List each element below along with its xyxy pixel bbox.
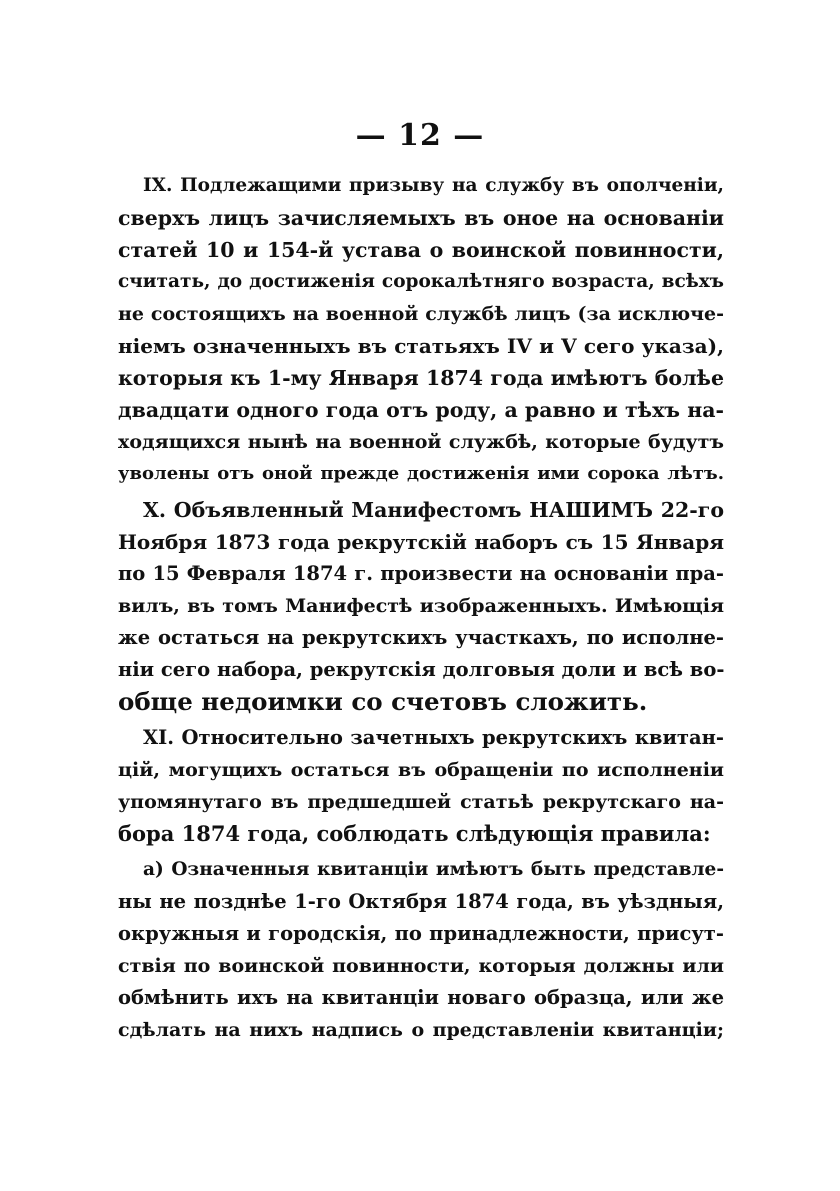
page-number: — 12 — bbox=[355, 118, 485, 153]
text-line: бора 1874 года, соблюдать слѣдующія правила: bbox=[118, 821, 711, 846]
text-line: же остаться на рекрутскихъ участкахъ, по исполне- bbox=[118, 626, 724, 649]
text-line: Ноября 1873 года рекрутскій наборъ съ 15 Января bbox=[118, 530, 724, 554]
text-line: сдѣлать на нихъ надпись о представленіи квитанціи; bbox=[118, 1019, 724, 1041]
text-line: считать, до достиженія сорокалѣтняго возраста, всѣхъ bbox=[118, 271, 724, 292]
text-line: IX. Подлежащими призыву на службу въ ополченіи, bbox=[143, 175, 724, 196]
text-line: окружныя и городскія, по принадлежности, присут- bbox=[118, 922, 724, 945]
text-line: ствія по воинской повинности, которыя должны или bbox=[118, 955, 724, 977]
text-line: ніемъ означенныхъ въ статьяхъ IV и V сего указа), bbox=[118, 334, 724, 358]
text-line: по 15 Февраля 1874 г. произвести на основаніи пра- bbox=[118, 562, 724, 585]
text-line: ходящихся нынѣ на военной службѣ, которые будутъ bbox=[118, 431, 724, 453]
text-line: уволены отъ оной прежде достиженія ими сорока лѣтъ. bbox=[118, 463, 724, 484]
text-line: упомянутаго въ предшедшей статьѣ рекрутскаго на- bbox=[118, 791, 724, 813]
text-line: вилъ, въ томъ Манифестѣ изображенныхъ. Имѣющія bbox=[118, 595, 724, 617]
text-line: обще недоимки со счетовъ сложить. bbox=[118, 687, 648, 716]
text-line: не состоящихъ на военной службѣ лицъ (за исключе- bbox=[118, 303, 724, 325]
text-line: X. Объявленный Манифестомъ НАШИМЪ 22-го bbox=[143, 498, 724, 522]
text-line: цій, могущихъ остаться въ обращеніи по исполненіи bbox=[118, 759, 724, 781]
text-line: двадцати одного года отъ роду, а равно и тѣхъ на- bbox=[118, 398, 724, 422]
text-line: XI. Относительно зачетныхъ рекрутскихъ квитан- bbox=[143, 726, 724, 749]
text-line: сверхъ лицъ зачисляемыхъ въ оное на основаніи bbox=[118, 206, 724, 230]
text-line: ніи сего набора, рекрутскія долговыя доли и всѣ во- bbox=[118, 658, 725, 681]
text-line: обмѣнить ихъ на квитанціи новаго образца, или же bbox=[118, 986, 724, 1009]
text-line: а) Означенныя квитанціи имѣютъ быть представле- bbox=[143, 859, 724, 880]
text-line: которыя къ 1-му Января 1874 года имѣютъ болѣе bbox=[118, 366, 724, 390]
text-line: ны не позднѣе 1-го Октября 1874 года, въ уѣздныя, bbox=[118, 890, 724, 913]
text-line: статей 10 и 154-й устава о воинской повинности, bbox=[118, 238, 724, 262]
